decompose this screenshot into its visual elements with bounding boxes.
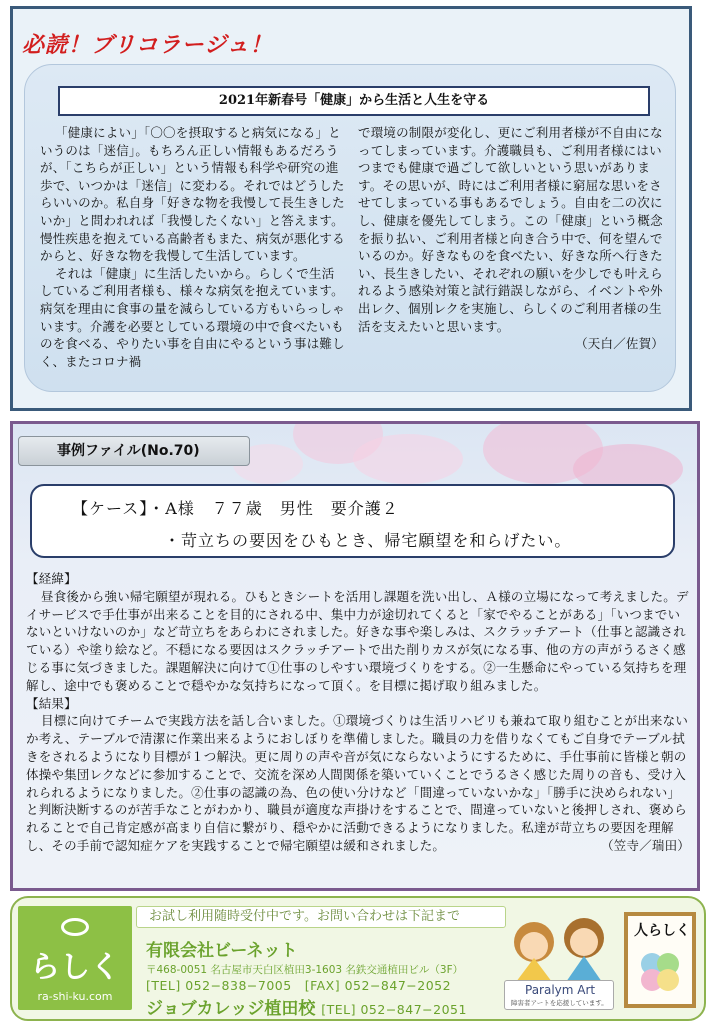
school-name: ジョブカレッジ植田校 [146,999,316,1019]
company-address: 〒468-0051 名古屋市天白区植田3-1603 名鉄交通植田ビル（3F） [146,964,464,976]
article-headline: 2021年新春号「健康」から生活と人生を守る [58,86,650,116]
section-title: 必読！ブリコラージュ！ [22,33,273,58]
paragraph: 「健康によい」「〇〇を摂取すると病気になる」というのは「迷信」。もちろん正しい情報もあるだろうが、「こちらが正しい」という情報も科学や研究の進歩で、いつかは「迷信」に変わる。それではどうしたらいいのか。私自身「好きな物を我慢して長生きしたいか」と問われれば「我慢したくない」と答えます。慢性疾患を抱えている高齢者もまた、病気が悪化するからと、好きな物を我慢して生活しています。 [40,125,345,264]
paralym-art-badge [504,980,614,1010]
framed-artwork [624,912,696,1008]
clover-artwork-icon [632,944,688,1000]
article-column-right [358,124,664,353]
paragraph: で環境の制限が変化し、更にご利用者様が不自由になってしまっています。介護職員も、ご利用者様にはいつまでも健康で過ごして欲しいという思いがあります。その思いが、時にはご利用者様に窮屈な思いをさせてしまっている事もあるでしょう。自由を二の次にし、健康を優先してしまう。この「健康」という概念を振り払い、ご利用者様と向き合う中で、何を望んでいるのか。好きなものを食べたい、好きな所へ行きたい、長生きしたい、それぞれの願いを少しでも叶えられるよう感染対策と試行錯誤しながら、イベントや外出レク、個別レクを実施し、らしくのご利用者様の生活を支えたいと思います。 [358,125,663,334]
paragraph: それは「健康」に生活したいから。らしくで生活しているご利用者様も、様々な病気を抱えています。病気を理由に食事の量を減らしている方もいらっしゃいます。介護を必要としている環境の中で食べたいものを食べる、やりたい事を自由にやるという事は難しく、またコロナ禍 [40,265,345,369]
paragraph-kekka [26,712,690,854]
kekka-text: 目標に向けてチームで実践方法を話し合いました。①環境づくりは生活リハビリも兼ねて取り組むことが出来ないか考え、テーブルで清潔に作業出来るようにおしぼりを準備しました。職員の力を借りなくてもご自身でテーブル拭きをされるようになり目標が１つ解決。更に周りの声や音が気にならないようにするために、手仕事前に皆様と朝の体操や集団レクなどに参加することで、交流を深め人間関係を築いていくことでうるさく感じた周りの音も、受け入れられるようになりました。②仕事の認識の為、色の使い分けなど「間違っていないかな」「勝手に決められない」と判断決断するのが苦手なことがわかり、職員が適度な声掛けをすることで、間違っていないと後押しされ、褒められることで自己肯定感が高まり自信に繋がり、穏やかに活動できるようになりました。私達が苛立ちの要因を理解し、その手前で認知症ケアを実践することで帰宅願望は緩和されました。 [26,713,689,853]
artwork-word: 人らしく [634,923,690,939]
heading-keii: 【経緯】 [26,571,77,586]
paragraph-keii: 昼食後から強い帰宅願望が現れる。ひもときシートを活用し課題を洗い出し、Ａ様の立場になって考えました。デイサービスで手仕事が出来ることを目的にされる中、集中力が途切れてくると「家でやることがある」「いつまでいないといけないのか」など苛立ちをあらわにされました。好きな事や楽しみは、スクラッチアート（仕事と認識されている）や塗り絵など。不穏になる要因はスクラッチアートで出た削りカスが気になる事、他の方の声がうるさく感じる事に気づきました。課題解決に向けて①仕事のしやすい環境づくりをする。②一生懸命にやっている気持ちを理解し、途中でも褒めることで穏やかな気持ちになって頂く。を目標に掲げ取り組みました。 [26,588,689,693]
paralym-art-name: Paralym Art [525,983,596,997]
trial-banner: お試し利用随時受付中です。お問い合わせは下記まで [136,906,506,928]
case-line-1: 【ケース】・A様 ７７歳 男性 要介護２ [72,499,399,518]
logo-url: ra-shi-ku.com [37,990,113,1003]
rashiku-logo [18,906,132,1010]
school-tel: [TEL] 052−847−2051 [321,1002,467,1017]
author-signature: （笠寺／瑞田） [601,837,690,853]
case-file-ribbon: 事例ファイル(No.70) [18,436,250,466]
paralym-art-sub: 障害者アートを応援しています。 [511,999,608,1007]
heading-kekka: 【結果】 [26,695,77,711]
article-column-left [40,124,346,370]
blossom-decoration [353,434,463,484]
case-body [26,570,690,855]
case-line-2: ・苛立ちの要因をひもとき、帰宅願望を和らげたい。 [164,531,572,550]
school-line [146,994,467,1019]
author-signature: （天白／佐賀） [575,336,664,352]
company-tel-fax: [TEL] 052−838−7005 [FAX] 052−847−2052 [146,978,452,993]
company-name: 有限会社ビーネット [146,941,298,961]
logo-ring-icon [61,918,89,936]
case-summary [30,484,675,558]
logo-word: らしく [30,950,120,985]
